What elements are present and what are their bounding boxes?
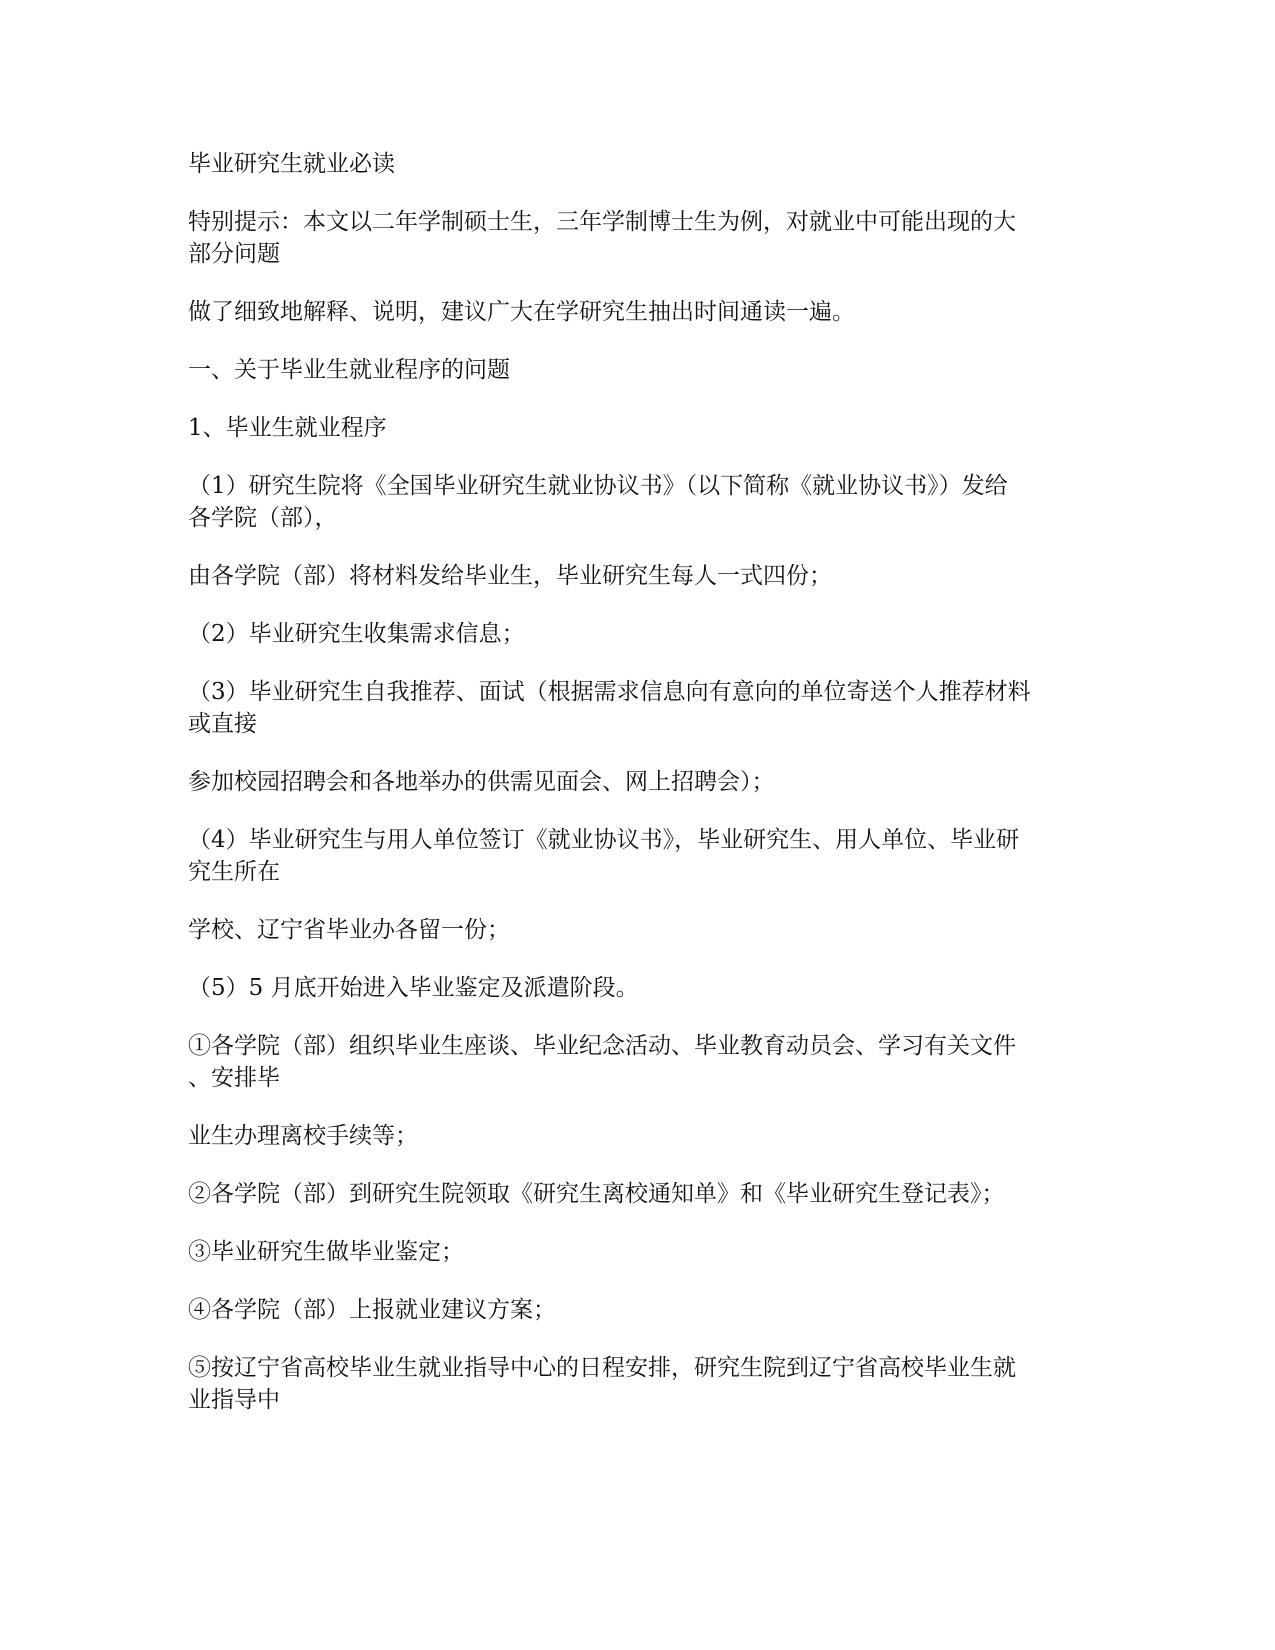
paragraph	[188, 296, 1093, 328]
paragraph-line: （2）毕业研究生收集需求信息；	[188, 621, 525, 647]
paragraph-line: 做了细致地解释、说明，建议广大在学研究生抽出时间通读一遍。	[188, 299, 855, 325]
paragraph	[188, 1236, 1093, 1268]
paragraph	[188, 676, 1093, 740]
paragraph-line: 、安排毕	[188, 1065, 280, 1091]
paragraph-line: 究生所在	[188, 859, 280, 885]
paragraph-line: 部分问题	[188, 241, 280, 267]
paragraph	[188, 766, 1093, 798]
paragraph-line: 由各学院（部）将材料发给毕业生，毕业研究生每人一式四份；	[188, 563, 832, 589]
paragraph-line: ④各学院（部）上报就业建议方案；	[188, 1297, 556, 1323]
paragraph	[188, 1030, 1093, 1094]
paragraph	[188, 412, 1093, 444]
paragraph-line: ②各学院（部）到研究生院领取《研究生离校通知单》和《毕业研究生登记表》；	[188, 1181, 1005, 1207]
paragraph-list	[188, 206, 1093, 1416]
paragraph	[188, 560, 1093, 592]
paragraph-line: ③毕业研究生做毕业鉴定；	[188, 1239, 464, 1265]
paragraph-line: 各学院（部），	[188, 505, 338, 531]
paragraph-line: 学校、辽宁省毕业办各留一份；	[188, 917, 510, 943]
paragraph	[188, 206, 1093, 270]
paragraph-line: 或直接	[188, 711, 257, 737]
paragraph	[188, 1120, 1093, 1152]
paragraph	[188, 1352, 1093, 1416]
paragraph	[188, 354, 1093, 386]
paragraph	[188, 1178, 1093, 1210]
paragraph-line: 业指导中	[188, 1387, 280, 1413]
document-title: 毕业研究生就业必读	[188, 151, 395, 177]
paragraph	[188, 972, 1093, 1004]
paragraph	[188, 1294, 1093, 1326]
paragraph-line: 特别提示：本文以二年学制硕士生，三年学制博士生为例，对就业中可能出现的大	[188, 209, 1016, 235]
document-body	[188, 148, 1093, 1442]
paragraph-line: ①各学院（部）组织毕业生座谈、毕业纪念活动、毕业教育动员会、学习有关文件	[188, 1033, 1016, 1059]
paragraph-line: 参加校园招聘会和各地举办的供需见面会、网上招聘会）；	[188, 769, 775, 795]
paragraph-line: 1、毕业生就业程序	[188, 415, 387, 441]
paragraph-line: 业生办理离校手续等；	[188, 1123, 418, 1149]
paragraph	[188, 618, 1093, 650]
paragraph-line: ⑤按辽宁省高校毕业生就业指导中心的日程安排，研究生院到辽宁省高校毕业生就	[188, 1355, 1016, 1381]
paragraph-line: （3）毕业研究生自我推荐、面试（根据需求信息向有意向的单位寄送个人推荐材料	[188, 679, 1031, 705]
paragraph-line: 一、关于毕业生就业程序的问题	[188, 357, 510, 383]
paragraph-line: （5）5 月底开始进入毕业鉴定及派遣阶段。	[188, 975, 639, 1001]
paragraph	[188, 824, 1093, 888]
paragraph-line: （4）毕业研究生与用人单位签订《就业协议书》，毕业研究生、用人单位、毕业研	[188, 827, 1020, 853]
paragraph	[188, 914, 1093, 946]
paragraph-line: （1）研究生院将《全国毕业研究生就业协议书》（以下简称《就业协议书》）发给	[188, 473, 1008, 499]
paragraph	[188, 470, 1093, 534]
